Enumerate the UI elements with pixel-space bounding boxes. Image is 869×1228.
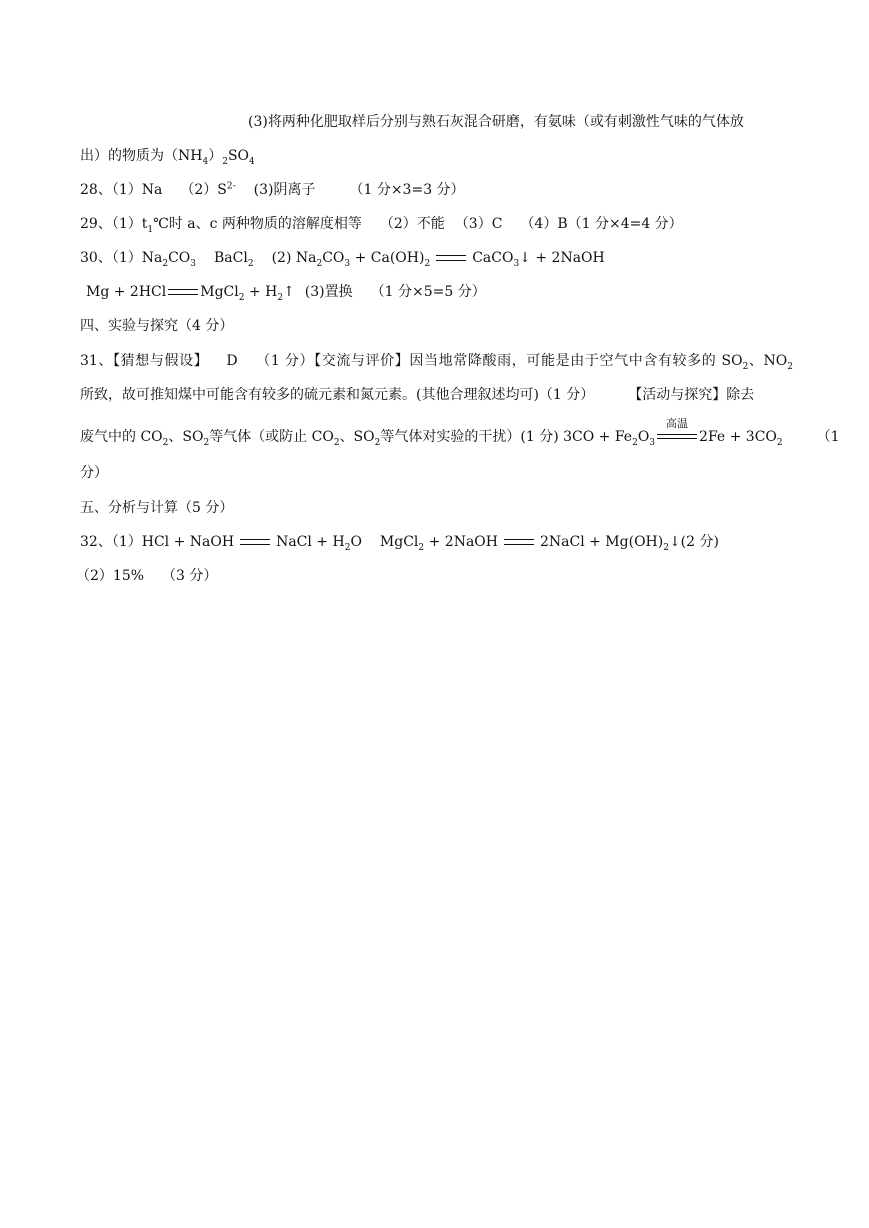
q32-answer-line1: 32、（1）HCl + NaOH NaCl + $H_2O$ MgCl$_2$ + 2NaOH 2NaCl + $Mg(OH)_2↓(2$ 分) <box>80 534 719 553</box>
q32-answer-line2: （2）15% （3 分） <box>76 568 218 584</box>
q28-answer: 28、（1）Na $(2)S^{2-}$ (3)阴离子 （1 分×3=3 分） <box>80 181 465 198</box>
equals-sign <box>436 255 466 261</box>
q30-answer-line1: 30、$(1)Na_2CO_3$ BaCl$_2$ (2) $Na_2CO_3 + Ca(OH)_2$ CaCO$_3$↓ + 2NaOH <box>80 250 605 269</box>
section5-heading: 五、分析与计算（5 分） <box>80 500 234 516</box>
q29-answer: 29、$(1)t_1℃$时 a、c 两种物质的溶解度相等 （2）不能 （3）C （4）B（1 分×4=4 分） <box>80 216 683 235</box>
equals-sign <box>240 539 270 545</box>
q27-part3-line2: 出）的物质为$(NH_4)_2SO_4$ <box>80 148 255 167</box>
reaction-condition: 高温 <box>657 430 697 444</box>
q27-part3-line1: (3)将两种化肥取样后分别与熟石灰混合研磨，有氨味（或有刺激性气味的气体放 <box>248 114 744 130</box>
q31-line4: 分） <box>80 465 108 481</box>
equals-sign <box>168 289 198 295</box>
q31-line3: 废气中的 $CO_2$、$SO_2$等气体（或防止 $CO_2$、$SO_2$等气体对实验的干扰）(1 分) $3CO + Fe_2O_3$ 高温 $2Fe + 3CO_2$ （1 <box>80 417 840 448</box>
equals-sign <box>504 539 534 545</box>
q31-line2: 所致，故可推知煤中可能含有较多的硫元素和氮元素。(其他合理叙述均可)（1 分） 【活动与探究】除去 <box>80 387 755 403</box>
section4-heading: 四、实验与探究（4 分） <box>80 318 234 334</box>
q31-line1: 31、【猜想与假设】 D （1 分）【交流与评价】因当地常降酸雨，可能是由于空气中含有较多的 $SO_2$、$NO_2$ <box>80 353 793 372</box>
q30-answer-line2: Mg + 2HCl MgCl$_2$ + $H_2↑$ (3)置换 （1 分×5=5 分） <box>86 284 486 303</box>
